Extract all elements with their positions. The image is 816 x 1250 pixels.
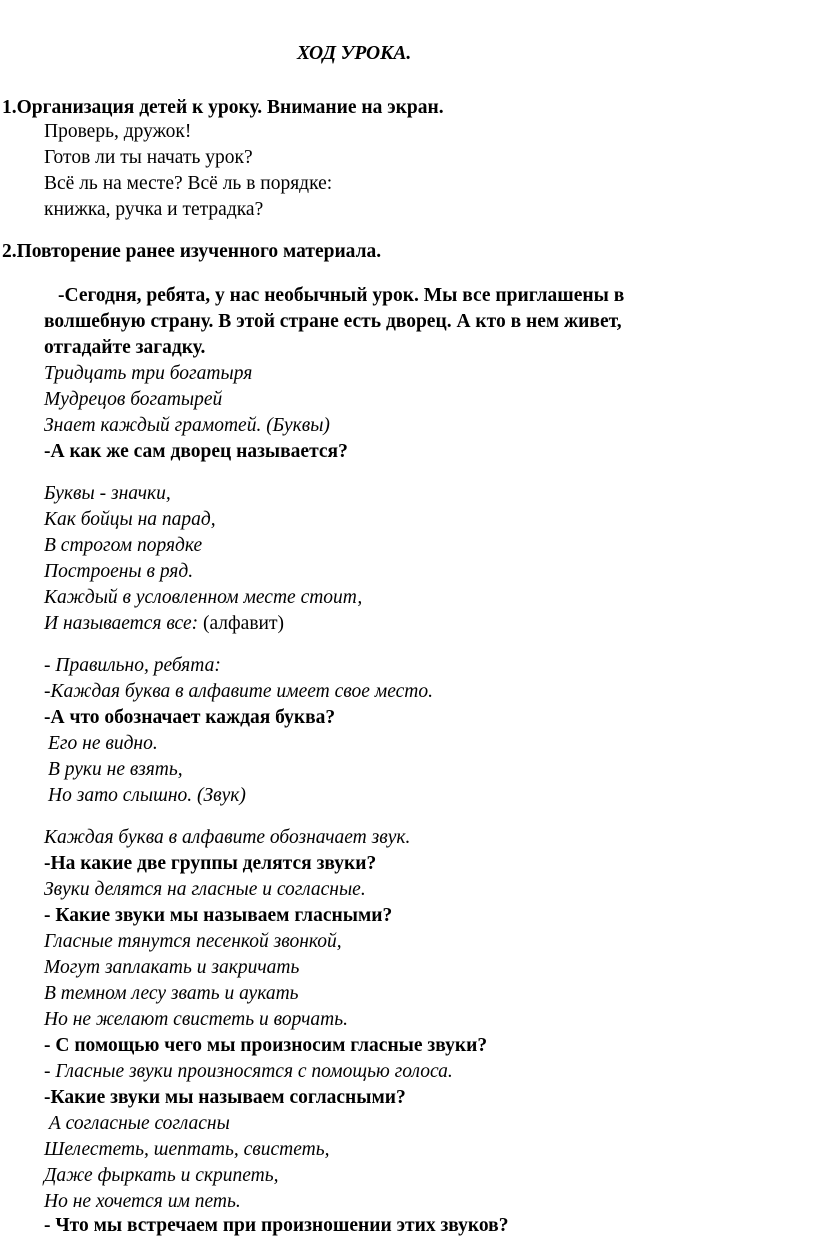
question-pronounce-vowels: - С помощью чего мы произносим гласные звуки? [44, 1035, 488, 1056]
intro-line: -Сегодня, ребята, у нас необычный урок. Мы все приглашены в [58, 285, 625, 306]
riddle1-line: Мудрецов богатырей [44, 389, 223, 410]
consonant-poem-line: Но не хочется им петь. [44, 1191, 241, 1212]
intro-line: волшебную страну. В этой стране есть дворец. А кто в нем живет, [44, 311, 622, 332]
lesson-title: ХОД УРОКА. [297, 43, 412, 64]
section1-line: Проверь, дружок! [44, 121, 192, 142]
vowel-poem-line: Но не желают свистеть и ворчать. [44, 1009, 348, 1030]
section1-line: Всё ль на месте? Всё ль в порядке: [44, 173, 333, 194]
riddle1-line: Тридцать три богатыря [44, 363, 253, 384]
riddle2-line: Буквы - значки, [44, 483, 171, 504]
each-place-line: -Каждая буква в алфавите имеет свое место. [44, 681, 433, 702]
intro-line: отгадайте загадку. [44, 337, 206, 358]
consonant-poem-line: Даже фыркать и скрипеть, [44, 1165, 279, 1186]
consonant-poem-line: А согласные согласны [44, 1113, 230, 1134]
question-vowels: - Какие звуки мы называем гласными? [44, 905, 393, 926]
correct-line: - Правильно, ребята: [44, 655, 221, 676]
riddle3-line: Его не видно. [48, 733, 158, 754]
section2-heading: 2.Повторение ранее изученного материала. [2, 241, 382, 262]
riddle2-line: Построены в ряд. [44, 561, 194, 582]
question-meet: - Что мы встречаем при произношении этих звуков? [44, 1215, 509, 1236]
riddle3-line: Но зато слышно. (Звук) [48, 785, 246, 806]
question-groups: -На какие две группы делятся звуки? [44, 853, 377, 874]
question-palace: -А как же сам дворец называется? [44, 441, 348, 462]
section1-line: Готов ли ты начать урок? [44, 147, 253, 168]
vowel-poem-line: Гласные тянутся песенкой звонкой, [44, 931, 342, 952]
riddle2-line: Как бойцы на парад, [44, 509, 216, 530]
riddle1-line: Знает каждый грамотей. (Буквы) [44, 415, 330, 436]
answer-pronounce-vowels: - Гласные звуки произносятся с помощью голоса. [44, 1061, 453, 1082]
riddle2-last-line [44, 612, 284, 636]
section1-heading: 1.Организация детей к уроку. Внимание на экран. [2, 97, 444, 118]
riddle2-last-italic: И называется все: [44, 613, 203, 634]
riddle2-line: Каждый в условленном месте стоит, [44, 587, 363, 608]
riddle2-line: В строгом порядке [44, 535, 203, 556]
riddle3-line: В руки не взять, [48, 759, 183, 780]
vowel-poem-line: В темном лесу звать и аукать [44, 983, 299, 1004]
consonant-poem-line: Шелестеть, шептать, свистеть, [44, 1139, 330, 1160]
question-letter: -А что обозначает каждая буква? [44, 707, 336, 728]
section1-line: книжка, ручка и тетрадка? [44, 199, 264, 220]
riddle2-answer: (алфавит) [202, 613, 284, 634]
answer-groups: Звуки делятся на гласные и согласные. [44, 879, 366, 900]
vowel-poem-line: Могут заплакать и закричать [44, 957, 300, 978]
each-sound-line: Каждая буква в алфавите обозначает звук. [44, 827, 411, 848]
question-consonants: -Какие звуки мы называем согласными? [44, 1087, 406, 1108]
